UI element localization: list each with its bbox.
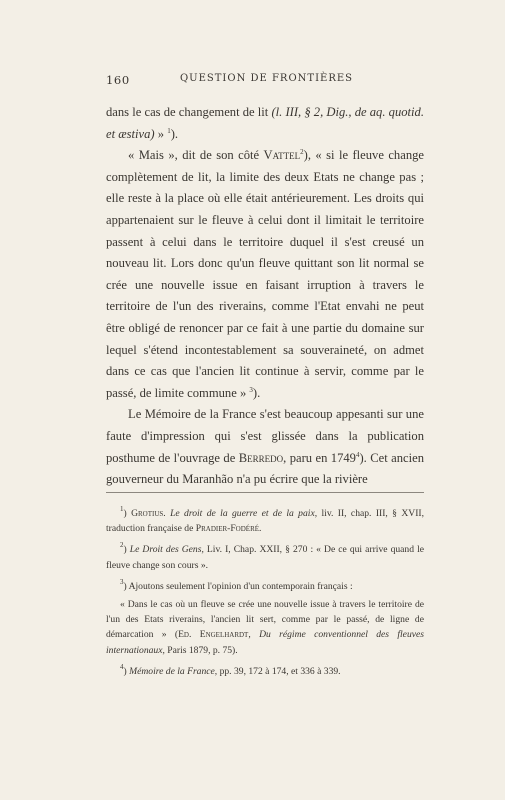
author-name: Vattel (263, 148, 301, 163)
footnote-number: 2 (120, 541, 124, 550)
footnote-number: 3 (120, 577, 124, 586)
translator-name: Pradier-Fodéré (195, 523, 260, 535)
footnote-divider (106, 492, 424, 493)
main-text (106, 102, 424, 491)
work-title: Du régime conventionnel des fleuves internationaux, (106, 629, 424, 656)
author-name: Grotius (131, 508, 164, 519)
footnote-ref: 2 (300, 148, 304, 157)
footnote-2: $^2$) Le Droit des Gens, Liv. I, Chap. XXII, § 270 : « De ce qui arrive quand le fleuve change son cours ». (106, 541, 424, 571)
footnote-ref: 4 (355, 450, 360, 459)
text-run: » (154, 126, 168, 141)
text-run: ). Cet ancien gouverneur du Maranhão n'a pu écrire que la rivière (106, 450, 425, 487)
author-name: Berredo (238, 450, 284, 465)
text-run: Paris 1879, p. 75). (164, 644, 238, 656)
text-run: , (248, 629, 260, 641)
footnote-ref: 1 (167, 126, 171, 135)
text-run: ). (170, 126, 179, 141)
footnote-1: $^1$) Grotius. Le droit de la guerre et de la paix, liv. II, chap. III, § XVII, traduction française de Pradier-Fodéré. (106, 505, 425, 535)
footnote-number: 4 (120, 662, 124, 671)
paragraph-1 (106, 102, 424, 145)
footnote-3-quote (106, 597, 424, 658)
text-run: « Mais », dit de son côté (128, 148, 264, 163)
text-run: « Dans le cas où un fleuve se crée une nouvelle issue à travers le territoire de l'un des Etats riverains, l'ancien lit sert, comme par le passé, de ligne de démarcation » ( (106, 599, 424, 641)
text-run: Le Mémoire de la France s'est beaucoup appesanti sur une faute d'impression qui s'est glissée dans la publication posthume de l'ouvrage de (106, 407, 424, 465)
text-run: liv. II, chap. III, § XVII, traduction française de (106, 508, 425, 535)
citation-italic: (l. III, § 2, Dig., de aq. quotid. et æstiva) (106, 105, 424, 141)
work-title: Le droit de la guerre et de la paix, (170, 508, 318, 519)
text-run: dans le cas de changement de lit (106, 105, 272, 119)
footnote-3: $^3$) Ajoutons seulement l'opinion d'un contemporain français : (120, 577, 353, 592)
work-title: Le Droit des Gens, (129, 544, 204, 556)
running-title: QUESTION DE FRONTIÈRES (179, 73, 354, 84)
author-name: Ed. Engelhardt (178, 629, 249, 641)
text-run: , paru en 1749 (283, 450, 356, 465)
text-run: . (259, 523, 262, 535)
page-number: 160 (106, 73, 130, 87)
text-run: . (163, 508, 171, 519)
footnote-ref: 3 (249, 385, 253, 394)
text-run: ). (252, 385, 261, 400)
footnotes (106, 506, 424, 685)
text-run: Ajoutons seulement l'opinion d'un contemporain français : (128, 580, 353, 592)
text-run: Liv. I, Chap. XXII, § 270 : « De ce qui arrive quand le fleuve change son cours ». (106, 544, 424, 571)
text-run: ), « si le fleuve change complètement de lit, la limite des deux Etats ne change pas ; elle reste à la place où elle était antérieurement. Les droits qui appartenaient sur le fleuve à celui dont il limitait le territoire passent à celui dans le territoire duquel il s'est creusé un nouveau lit. Lors donc qu'un fleuve quittant son lit normal se crée une nouvelle issue en faisant irruption à travers le territoire de l'un des riverains, comme l'Etat envahi ne peut être obligé de renoncer par ce fait à une partie du domaine sur lequel s'étend incontestablement sa souveraineté, on admet dans ce cas que l'ancien lit continue à servir, comme par le passé, de limite commune » (106, 148, 425, 400)
work-title: Mémoire de la France, (129, 665, 218, 677)
text-run: pp. 39, 172 à 174, et 336 à 339. (217, 665, 341, 677)
paragraph-3 (106, 404, 424, 490)
paragraph-2 (106, 145, 424, 404)
footnote-4: $^4$) Mémoire de la France, pp. 39, 172 à 174, et 336 à 339. (120, 662, 341, 677)
footnote-number: 1 (120, 505, 124, 513)
